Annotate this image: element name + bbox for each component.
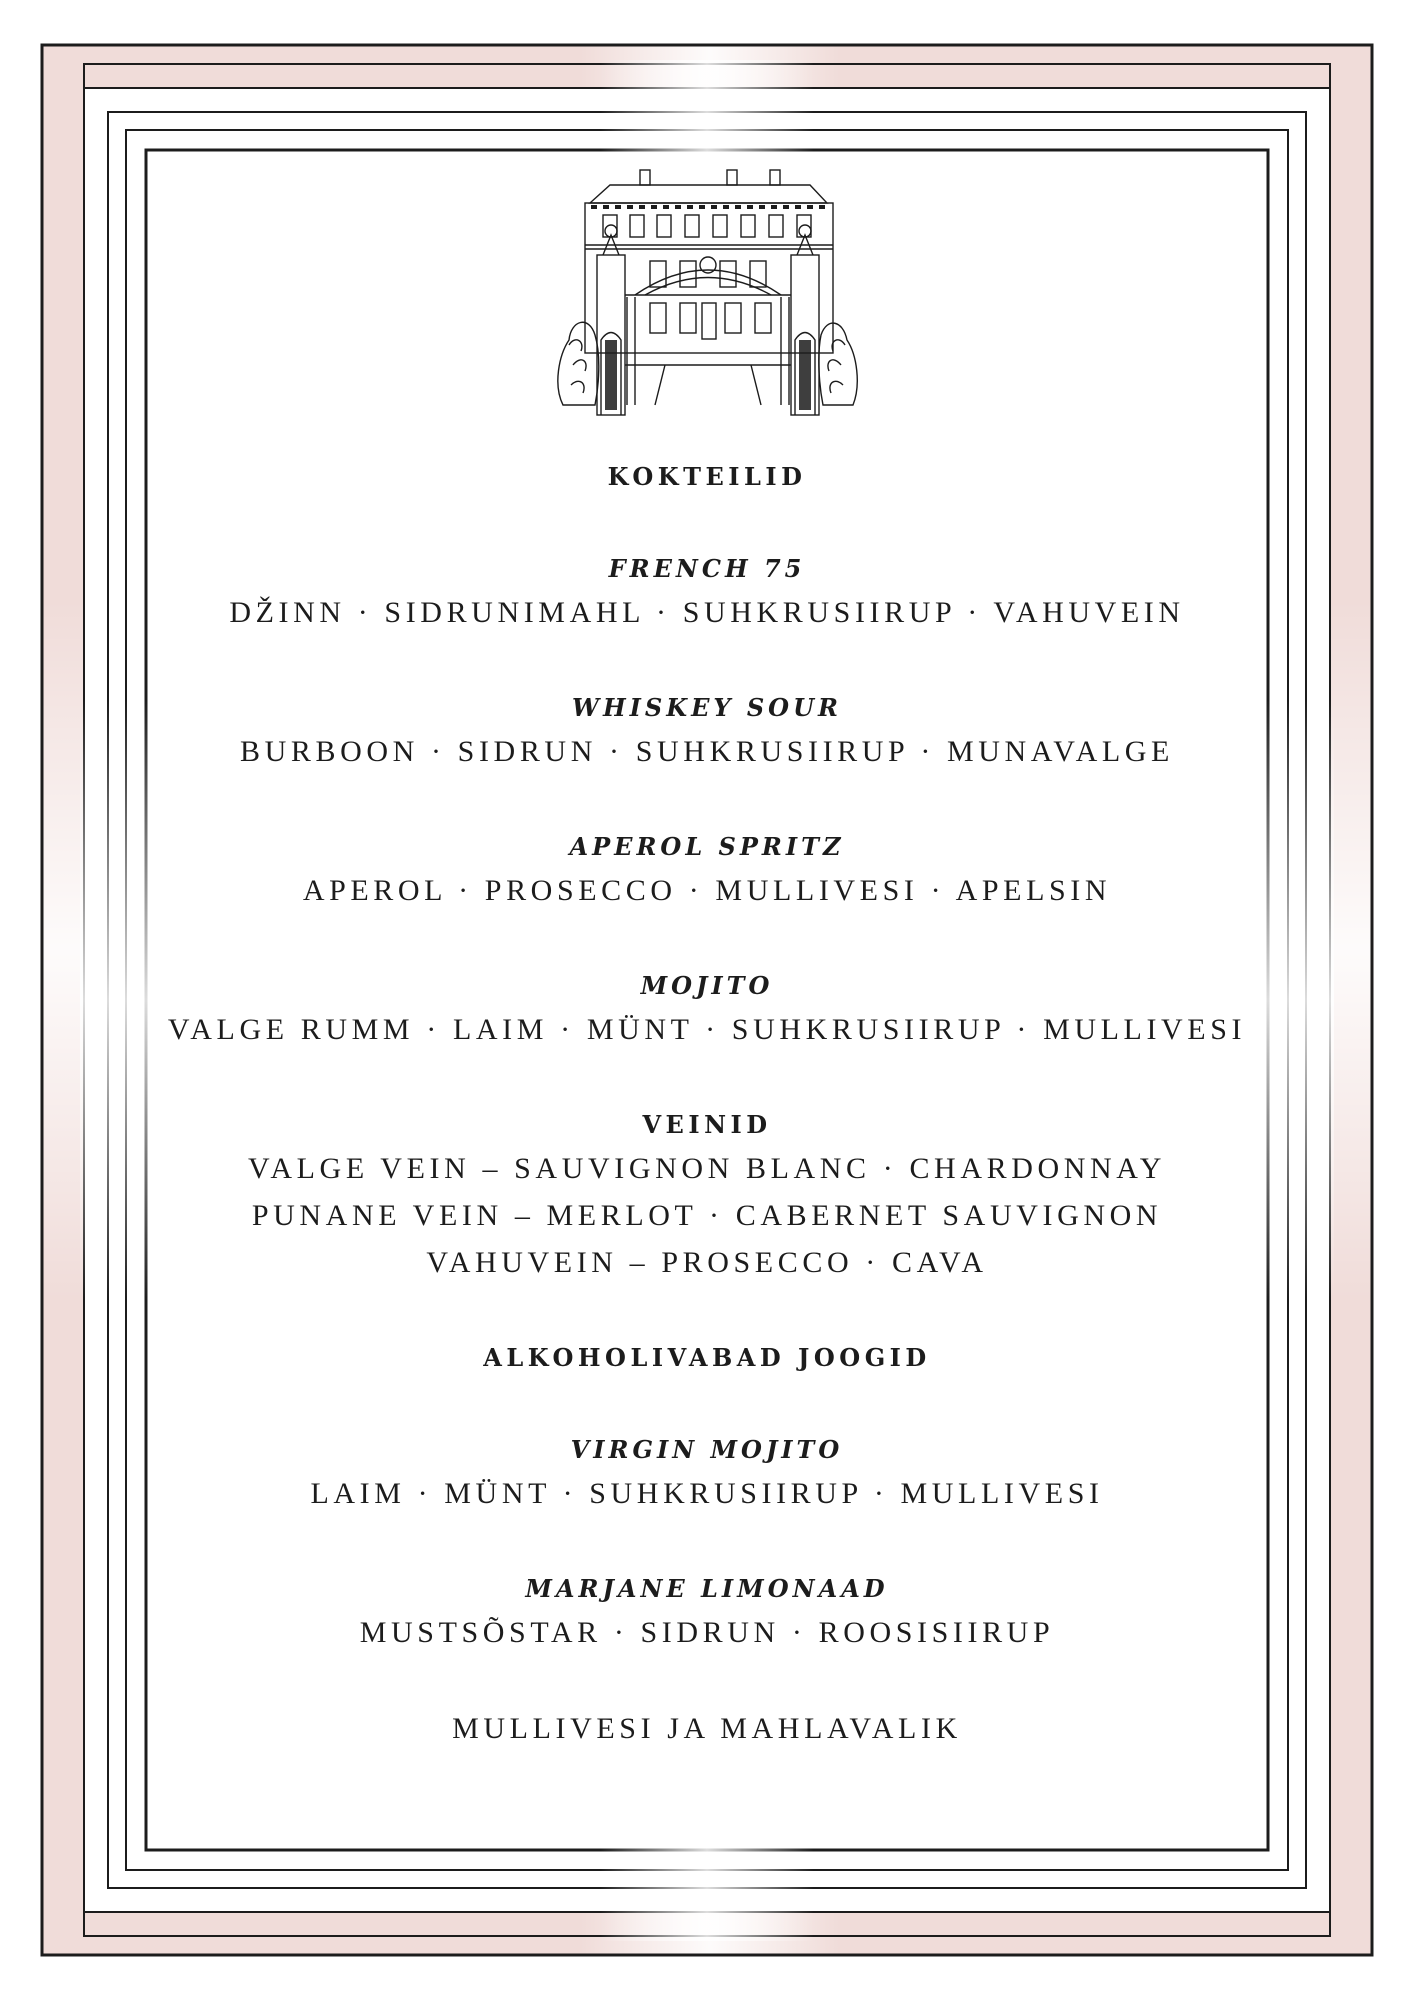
section-title-non-alcoholic: ALKOHOLIVABAD JOOGID (483, 1343, 931, 1372)
section-title-cocktails: KOKTEILID (607, 462, 807, 491)
drink-name: VIRGIN MOJITO (570, 1435, 844, 1464)
manor-house-illustration (555, 165, 860, 425)
drink-ingredients: MUSTSÕSTAR · SIDRUN · ROOSISIIRUP (359, 1616, 1055, 1649)
wine-line: VALGE VEIN – SAUVIGNON BLANC · CHARDONNAY (247, 1152, 1167, 1185)
drink-ingredients: DŽINN · SIDRUNIMAHL · SUHKRUSIIRUP · VAHUVEIN (229, 596, 1185, 629)
drink-name: WHISKEY SOUR (572, 693, 842, 722)
drink-name: FRENCH 75 (608, 554, 806, 583)
drink-name: MARJANE LIMONAAD (525, 1574, 889, 1603)
drink-ingredients: APEROL · PROSECCO · MULLIVESI · APELSIN (302, 874, 1112, 907)
drink-name: MOJITO (640, 971, 774, 1000)
section-title-wines: VEINID (642, 1110, 772, 1139)
closing-line: MULLIVESI JA MAHLAVALIK (452, 1712, 962, 1745)
drink-ingredients: BURBOON · SIDRUN · SUHKRUSIIRUP · MUNAVALGE (240, 735, 1174, 768)
wine-line: PUNANE VEIN – MERLOT · CABERNET SAUVIGNON (251, 1199, 1163, 1232)
drink-ingredients: LAIM · MÜNT · SUHKRUSIIRUP · MULLIVESI (310, 1477, 1104, 1510)
drink-name: APEROL SPRITZ (569, 832, 845, 861)
wine-line: VAHUVEIN – PROSECCO · CAVA (426, 1246, 988, 1279)
drink-ingredients: VALGE RUMM · LAIM · MÜNT · SUHKRUSIIRUP · MULLIVESI (167, 1013, 1247, 1046)
